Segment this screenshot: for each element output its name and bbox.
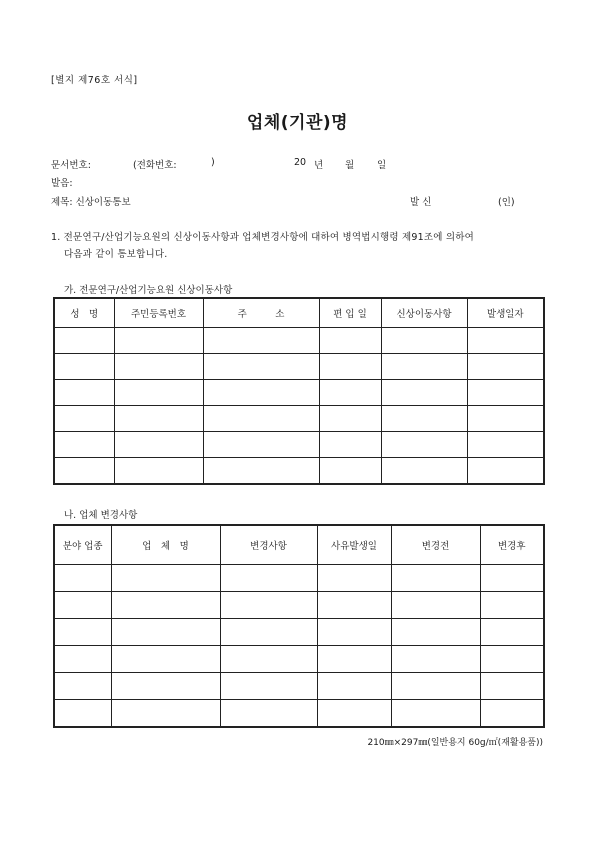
table-cell[interactable]	[391, 673, 480, 700]
table-row	[54, 354, 544, 380]
table-cell[interactable]	[467, 354, 544, 380]
table-row	[54, 619, 544, 646]
company-change-table	[53, 524, 545, 728]
table-row	[54, 328, 544, 354]
table-cell[interactable]	[319, 406, 381, 432]
column-header: 변경전	[391, 525, 480, 565]
table-cell[interactable]	[317, 619, 391, 646]
table-row	[54, 646, 544, 673]
table-cell[interactable]	[319, 328, 381, 354]
form-number-label: [별지 제76호 서식]	[51, 75, 138, 86]
table-cell[interactable]	[391, 700, 480, 728]
table-cell[interactable]	[317, 673, 391, 700]
table-cell[interactable]	[467, 380, 544, 406]
table-cell[interactable]	[220, 565, 317, 592]
table-cell[interactable]	[319, 432, 381, 458]
date-year-label: 년	[314, 160, 324, 171]
table-cell[interactable]	[114, 406, 203, 432]
table-cell[interactable]	[111, 700, 220, 728]
table-cell[interactable]	[467, 458, 544, 485]
sender-label: 발 신	[410, 197, 432, 208]
table-cell[interactable]	[319, 458, 381, 485]
recipient-label: 발음:	[51, 178, 73, 189]
seal-label: (인)	[498, 197, 515, 208]
table-cell[interactable]	[54, 673, 111, 700]
table-row	[54, 432, 544, 458]
section-a-title: 가. 전문연구/산업기능요원 신상이동사항	[64, 285, 233, 296]
column-header: 성 명	[54, 298, 114, 328]
table-cell[interactable]	[391, 565, 480, 592]
table-cell[interactable]	[220, 673, 317, 700]
table-cell[interactable]	[317, 646, 391, 673]
body-line-2: 다음과 같이 통보합니다.	[64, 249, 168, 260]
table-cell[interactable]	[480, 619, 544, 646]
table-cell[interactable]	[54, 354, 114, 380]
table-cell[interactable]	[480, 565, 544, 592]
table-cell[interactable]	[54, 432, 114, 458]
table-cell[interactable]	[381, 328, 467, 354]
table-cell[interactable]	[111, 565, 220, 592]
table-cell[interactable]	[391, 619, 480, 646]
table-cell[interactable]	[111, 619, 220, 646]
table-cell[interactable]	[54, 646, 111, 673]
table-cell[interactable]	[317, 592, 391, 619]
table-cell[interactable]	[391, 592, 480, 619]
table-cell[interactable]	[480, 673, 544, 700]
table-cell[interactable]	[54, 380, 114, 406]
table-cell[interactable]	[54, 565, 111, 592]
table-cell[interactable]	[381, 406, 467, 432]
table-cell[interactable]	[203, 458, 319, 485]
table-cell[interactable]	[480, 646, 544, 673]
table-cell[interactable]	[114, 458, 203, 485]
table-row	[54, 565, 544, 592]
date-day-label: 일	[377, 160, 387, 171]
table-cell[interactable]	[467, 432, 544, 458]
table-cell[interactable]	[54, 700, 111, 728]
table-cell[interactable]	[480, 592, 544, 619]
table-cell[interactable]	[317, 700, 391, 728]
date-year-prefix: 20	[294, 157, 307, 168]
phone-label: (전화번호:	[133, 160, 177, 171]
column-header: 사유발생일	[317, 525, 391, 565]
table-cell[interactable]	[111, 592, 220, 619]
page-title: 업체(기관)명	[246, 113, 349, 133]
body-line-1: 1. 전문연구/산업기능요원의 신상이동사항과 업체변경사항에 대하여 병역법시행령 제91조에 의하여	[51, 232, 474, 243]
table-cell[interactable]	[114, 328, 203, 354]
section-b-title: 나. 업체 변경사항	[64, 510, 138, 521]
table-cell[interactable]	[203, 328, 319, 354]
table-cell[interactable]	[203, 380, 319, 406]
table-cell[interactable]	[54, 406, 114, 432]
table-cell[interactable]	[317, 565, 391, 592]
table-cell[interactable]	[54, 328, 114, 354]
table-cell[interactable]	[381, 354, 467, 380]
table-cell[interactable]	[381, 380, 467, 406]
table-cell[interactable]	[203, 406, 319, 432]
table-cell[interactable]	[114, 432, 203, 458]
paper-spec-footer: 210㎜×297㎜(일반용지 60g/㎡(재활용품))	[367, 738, 543, 748]
table-cell[interactable]	[114, 354, 203, 380]
table-cell[interactable]	[220, 700, 317, 728]
table-cell[interactable]	[54, 458, 114, 485]
column-header: 변경사항	[220, 525, 317, 565]
date-month-label: 월	[345, 160, 355, 171]
table-cell[interactable]	[220, 646, 317, 673]
table-cell[interactable]	[54, 592, 111, 619]
column-header: 변경후	[480, 525, 544, 565]
table-cell[interactable]	[203, 354, 319, 380]
phone-close: )	[211, 157, 215, 168]
table-cell[interactable]	[111, 646, 220, 673]
column-header: 분야 업종	[54, 525, 111, 565]
table-row	[54, 458, 544, 485]
column-header: 신상이동사항	[381, 298, 467, 328]
table-cell[interactable]	[319, 380, 381, 406]
table-row	[54, 700, 544, 728]
column-header: 편 입 일	[319, 298, 381, 328]
table-cell[interactable]	[111, 673, 220, 700]
table-cell[interactable]	[54, 619, 111, 646]
table-cell[interactable]	[220, 619, 317, 646]
column-header: 주민등록번호	[114, 298, 203, 328]
personnel-change-table	[53, 297, 545, 485]
table-row	[54, 380, 544, 406]
table-cell[interactable]	[319, 354, 381, 380]
table-cell[interactable]	[467, 328, 544, 354]
table-row	[54, 592, 544, 619]
column-header: 업 체 명	[111, 525, 220, 565]
column-header: 발생일자	[467, 298, 544, 328]
table-cell[interactable]	[381, 458, 467, 485]
table-cell[interactable]	[381, 432, 467, 458]
column-header: 주 소	[203, 298, 319, 328]
table-cell[interactable]	[467, 406, 544, 432]
table-cell[interactable]	[391, 646, 480, 673]
table-cell[interactable]	[220, 592, 317, 619]
doc-number-label: 문서번호:	[51, 160, 91, 171]
table-cell[interactable]	[480, 700, 544, 728]
table-cell[interactable]	[114, 380, 203, 406]
table-row	[54, 406, 544, 432]
table-cell[interactable]	[203, 432, 319, 458]
subject-label: 제목: 신상이동통보	[51, 197, 131, 208]
table-row	[54, 673, 544, 700]
